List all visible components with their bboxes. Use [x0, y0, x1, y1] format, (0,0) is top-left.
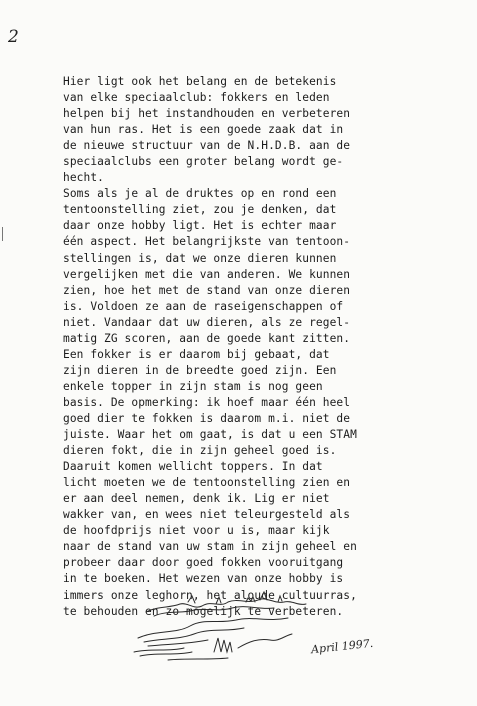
text-line: daar onze hobby ligt. Het is echter maar — [63, 219, 337, 233]
text-line: immers onze leghorn, het aloude cultuurras, — [63, 588, 357, 602]
text-line: in te boeken. Het wezen van onze hobby is — [63, 572, 344, 586]
text-line: probeer daar door goed fokken vooruitgang — [63, 556, 344, 570]
text-line: dieren fokt, die in zijn geheel goed is. — [63, 444, 337, 458]
text-line: naar de stand van uw stam in zijn geheel en — [63, 540, 357, 554]
text-line: Soms als je al de druktes op en rond een — [63, 187, 337, 201]
text-line: Daaruit komen wellicht toppers. In dat — [63, 460, 323, 474]
article-body — [63, 74, 463, 620]
text-line: Hier ligt ook het belang en de betekenis — [63, 75, 337, 88]
text-line: er aan deel nemen, denk ik. Lig er niet — [63, 492, 330, 506]
text-line: juiste. Waar het om gaat, is dat u een STAM — [63, 428, 357, 442]
text-line: basis. De opmerking: ik hoef maar één heel — [63, 395, 351, 409]
sketch-drawing — [128, 590, 328, 670]
signature-date: April 1997. — [310, 636, 374, 657]
text-line: hecht. — [63, 171, 105, 185]
text-line: wakker van, en wees niet teleurgesteld als — [63, 508, 351, 522]
text-line: van hun ras. Het is een goede zaak dat in — [63, 123, 344, 137]
text-line: goed dier te fokken is daarom m.i. niet de — [63, 411, 351, 425]
margin-mark — [2, 227, 7, 241]
text-line: is. Voldoen ze aan de raseigenschappen of — [63, 299, 344, 313]
text-line: enkele topper in zijn stam is nog geen — [63, 379, 323, 393]
text-line: één aspect. Het belangrijkste van tentoon- — [63, 235, 351, 249]
text-line: van elke speciaalclub: fokkers en leden — [63, 91, 330, 105]
text-line: tentoonstelling ziet, zou je denken, dat — [63, 203, 337, 217]
text-line: te behouden en zo mogelijk te verbeteren. — [63, 604, 344, 618]
text-line: zien, hoe het met de stand van onze dieren — [63, 283, 351, 297]
text-line: helpen bij het instandhouden en verbeteren — [63, 107, 351, 121]
text-line: de nieuwe structuur van de N.H.D.B. aan de — [63, 139, 351, 153]
text-line: zijn dieren in de breedte goed zijn. Een — [63, 363, 337, 377]
text-line: speciaalclubs een groter belang wordt ge- — [63, 155, 344, 169]
page-number: 2 — [8, 27, 19, 47]
text-line: matig ZG scoren, aan de goede kant zitten. — [63, 331, 351, 345]
text-line: niet. Vandaar dat uw dieren, als ze regel- — [63, 315, 351, 329]
text-line: Een fokker is er daarom bij gebaat, dat — [63, 347, 330, 361]
text-line: licht moeten we de tentoonstelling zien en — [63, 476, 351, 490]
text-line: de hoofdprijs niet voor u is, maar kijk — [63, 524, 330, 538]
text-line: vergelijken met die van anderen. We kunnen — [63, 267, 351, 281]
text-line: stellingen is, dat we onze dieren kunnen — [63, 251, 337, 265]
